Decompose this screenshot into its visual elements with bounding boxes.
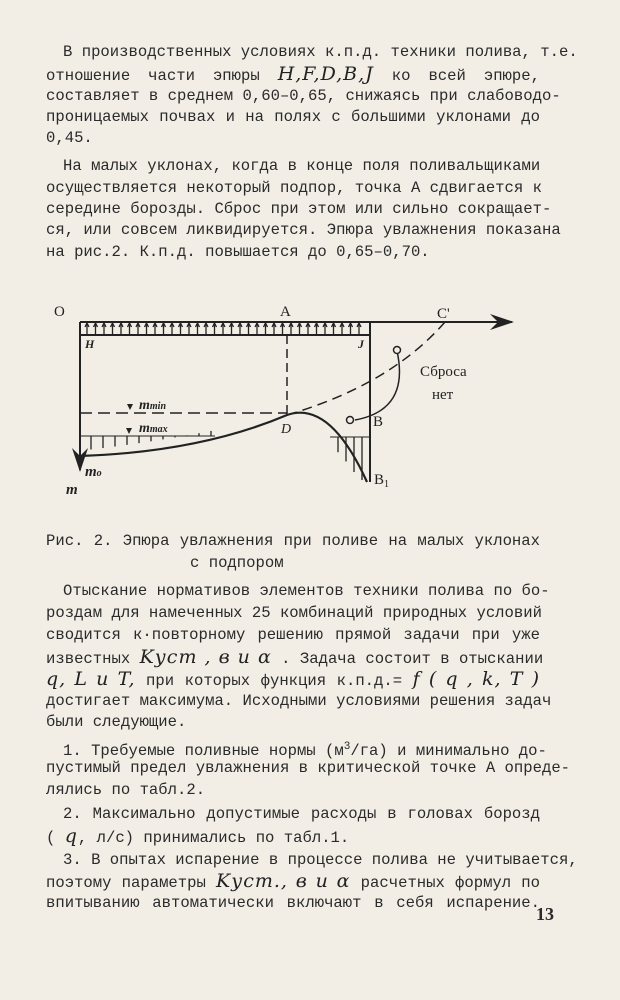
text-line: составляет в среднем 0,60–0,65, снижаясь при слабоводо-: [46, 87, 561, 105]
text-line: впитыванию автоматически включают в себя испарение.: [46, 894, 540, 912]
text-line: [46, 669, 540, 691]
label-m-min: mmin: [139, 398, 167, 413]
text: . Задача состоит в отыскании: [281, 650, 544, 668]
handwritten-insert: Kуст., в и α: [216, 870, 351, 892]
handwritten-insert: q: [64, 825, 78, 847]
label-b1: $B_1$: [374, 472, 390, 490]
text: поэтому параметры: [46, 874, 206, 892]
label-no-discharge: Сброса: [420, 364, 467, 380]
figure-caption: Рис. 2. Эпюра увлажнения при поливе на малых уклонах: [46, 532, 540, 550]
text: 1. Требуемые поливные нормы (м: [63, 742, 344, 761]
text-line: достигает максимума. Исходными условиями решения задач: [46, 692, 552, 710]
handwritten-insert: H,F,D,B,J: [277, 63, 374, 85]
label-d: D: [281, 422, 292, 437]
text: , л/с) принимались по табл.1.: [77, 829, 350, 847]
text-line: ся, или совсем ликвидируется. Эпюра увлажнения показана: [46, 221, 561, 239]
handwritten-insert: f ( q , k, T ): [412, 668, 540, 690]
page-number: 13: [536, 904, 554, 924]
moisture-curve: [80, 413, 367, 482]
text-line: [46, 826, 540, 848]
label-m-max: mmax: [139, 421, 168, 436]
text: при которых функция к.п.д.=: [146, 672, 403, 690]
label-o: O: [54, 304, 65, 320]
text-line: лялись по табл.2.: [46, 781, 206, 799]
text-line: сводится к·повторному решению прямой задачи при уже: [46, 626, 540, 644]
handwritten-insert: q, L и T,: [46, 668, 136, 690]
label-m: m: [66, 482, 78, 498]
text-line: 3. В опытах испарение в процессе полива не учитывается,: [63, 851, 578, 869]
label-b: B: [373, 414, 384, 430]
text-line: На малых уклонах, когда в конце поля поливальщиками: [63, 157, 541, 175]
label-h: H: [85, 337, 95, 351]
label-m0: mo: [85, 464, 102, 480]
text: отношение части эпюры: [46, 67, 260, 85]
text-line: осуществляется некоторый подпор, точка А сдвигается к: [46, 179, 542, 197]
label-j: J: [358, 337, 364, 351]
label-c-prime: C': [437, 306, 450, 322]
text: /га) и минимально до-: [350, 742, 547, 761]
label-no-discharge: нет: [432, 387, 454, 403]
text: (: [46, 829, 56, 847]
handwritten-insert: Kуст , в и α: [139, 646, 272, 668]
text-line: [46, 871, 540, 893]
text-line: 2. Максимально допустимые расходы в головах борозд: [63, 805, 540, 823]
label-a: A: [280, 304, 291, 320]
text-line: проницаемых почвах и на полях с большими уклонами до: [46, 108, 540, 126]
text-line: Отыскание нормативов элементов техники полива по бо-: [63, 582, 550, 600]
text-line: 0,45.: [46, 129, 93, 147]
text-line: были следующие.: [46, 713, 187, 731]
text-line: пустимый предел увлажнения в критической точке А опреде-: [46, 759, 571, 777]
superscript: 3: [343, 741, 351, 753]
text-line: роздам для намеченных 25 комбинаций природных условий: [46, 604, 542, 622]
text: расчетных формул по: [360, 874, 540, 892]
figure-caption: с подпором: [190, 554, 284, 572]
text-line: середине борозды. Сброс при этом или сильно сокращает-: [46, 200, 552, 218]
text-line: В производственных условиях к.п.д. техники полива, т.е.: [63, 43, 578, 61]
text-line: [46, 646, 544, 669]
text: ко всей эпюре,: [391, 67, 540, 85]
text: известных: [46, 650, 131, 668]
text-line: на рис.2. К.п.д. повышается до 0,65–0,70.: [46, 243, 430, 261]
